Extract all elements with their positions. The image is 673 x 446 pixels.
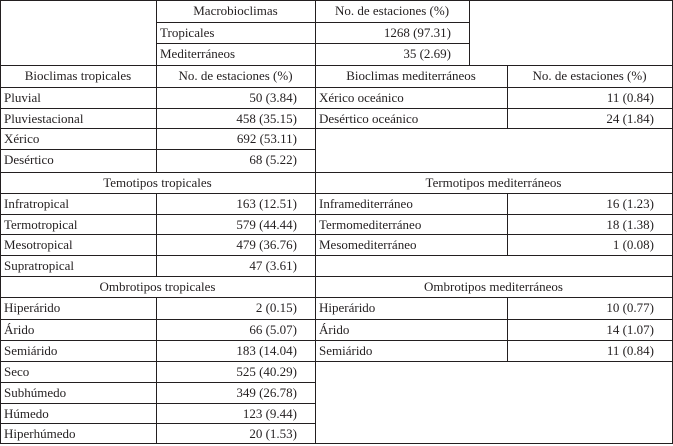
ombrotipos-tropical-row-label: Semiárido xyxy=(4,343,58,358)
termotipos-med-row-label: Termomediterráneo xyxy=(319,216,422,232)
ombrotipos-med-row-label: Semiárido xyxy=(319,343,373,358)
table-rule xyxy=(0,108,316,109)
table-rule xyxy=(0,0,673,1)
termotipos-tropical-row-value: 163 (12.51) xyxy=(236,196,297,211)
bioclimas-tropical-header: Bioclimas tropicales xyxy=(24,68,132,83)
table-rule xyxy=(0,423,316,424)
ombrotipos-tropical-row-value: 123 (9.44) xyxy=(242,406,297,421)
table-rule xyxy=(0,340,316,341)
table-rule xyxy=(0,255,316,256)
ombrotipos-tropical-row-label: Hiperhúmedo xyxy=(4,426,76,441)
bioclimas-tropical-row-label: Pluviestacional xyxy=(4,110,84,126)
bioclimas-tropical-row-label: Pluvial xyxy=(4,90,41,105)
termotipos-tropical-row-value: 47 (3.61) xyxy=(249,258,297,273)
macro-row-label: Mediterráneos xyxy=(160,46,236,61)
ombrotipos-tropical-row-value: 525 (40.29) xyxy=(236,364,297,379)
ombrotipos-tropical-row-value: 66 (5.07) xyxy=(249,321,297,337)
table-rule xyxy=(0,128,316,129)
macro-row-label: Tropicales xyxy=(160,24,215,40)
ombrotipos-tropical-row-value: 20 (1.53) xyxy=(249,426,297,441)
termotipos-med-row-value: 18 (1.38) xyxy=(606,216,654,232)
table-rule xyxy=(0,319,316,320)
ombrotipos-med-row-value: 11 (0.84) xyxy=(606,343,654,358)
bioclimas-tropical-row-value: 692 (53.11) xyxy=(236,131,297,146)
termotipos-med-row-value: 1 (0.08) xyxy=(612,237,654,252)
ombrotipos-tropical-row-value: 183 (14.04) xyxy=(236,343,297,358)
table-rule xyxy=(0,403,316,404)
bioclimas-tropical-row-value: 50 (3.84) xyxy=(249,90,297,105)
bioclimas-tropical-row-label: Desértico xyxy=(4,152,54,167)
bioclimas-tropical-row-label: Xérico xyxy=(4,131,40,146)
macro-header-value: No. de estaciones (%) xyxy=(334,3,450,18)
ombrotipos-med-row-label: Hiperárido xyxy=(319,300,376,315)
termotipos-tropical-row-label: Supratropical xyxy=(4,258,75,273)
termotipos-med-header: Termotipos mediterráneos xyxy=(425,175,562,190)
ombrotipos-tropical-row-label: Seco xyxy=(4,364,30,379)
ombrotipos-tropical-row-value: 2 (0.15) xyxy=(255,300,297,315)
bioclimas-med-row-value: 11 (0.84) xyxy=(606,90,654,105)
table-rule xyxy=(156,43,470,44)
table-rule xyxy=(156,22,470,23)
table-rule xyxy=(315,234,673,235)
macro-row-value: 1268 (97.31) xyxy=(383,24,451,40)
table-rule xyxy=(0,234,316,235)
bioclimas-med-row-label: Xérico oceánico xyxy=(319,90,404,105)
macro-header-label: Macrobioclimas xyxy=(193,3,278,18)
macro-row-value: 35 (2.69) xyxy=(403,46,451,61)
table-rule xyxy=(0,214,316,215)
bioclimas-tropical-row-value: 458 (35.15) xyxy=(236,110,297,126)
termotipos-med-row-value: 16 (1.23) xyxy=(606,196,654,211)
bioclimas-med-col: No. de estaciones (%) xyxy=(532,68,647,83)
table-rule xyxy=(315,128,673,129)
table-rule xyxy=(469,0,470,66)
termotipos-tropical-row-label: Mesotropical xyxy=(4,237,73,252)
ombrotipos-tropical-row-label: Árido xyxy=(4,321,35,337)
ombrotipos-tropical-row-label: Húmedo xyxy=(4,406,49,421)
table-rule xyxy=(0,149,316,150)
termotipos-tropical-row-label: Infratropical xyxy=(4,196,69,211)
table-rule xyxy=(315,361,673,362)
ombrotipos-tropical-row-label: Subhúmedo xyxy=(4,385,67,400)
table-rule xyxy=(315,214,673,215)
table-rule xyxy=(315,340,673,341)
table-rule xyxy=(0,382,316,383)
bioclimas-med-header: Bioclimas mediterráneos xyxy=(346,68,476,83)
table-rule xyxy=(315,0,316,66)
ombrotipos-tropical-row-value: 349 (26.78) xyxy=(236,385,297,400)
ombrotipos-med-row-label: Árido xyxy=(319,321,350,337)
termotipos-med-row-label: Mesomediterráneo xyxy=(319,237,417,252)
ombrotipos-tropical-row-label: Hiperárido xyxy=(4,300,61,315)
table-rule xyxy=(315,319,673,320)
bioclimas-med-row-value: 24 (1.84) xyxy=(606,110,654,126)
table-rule xyxy=(156,0,157,66)
bioclimas-tropical-col: No. de estaciones (%) xyxy=(178,68,293,83)
termotipos-tropical-header: Temotipos tropicales xyxy=(103,175,212,190)
table-rule xyxy=(315,255,673,256)
table-rule xyxy=(315,108,673,109)
bioclimas-med-row-label: Desértico oceánico xyxy=(319,110,419,126)
ombrotipos-med-header: Ombrotipos mediterráneos xyxy=(424,279,563,294)
ombrotipos-tropical-header: Ombrotipos tropicales xyxy=(99,279,216,294)
termotipos-tropical-row-value: 479 (36.76) xyxy=(236,237,297,252)
termotipos-tropical-row-value: 579 (44.44) xyxy=(236,216,297,232)
termotipos-tropical-row-label: Termotropical xyxy=(4,216,78,232)
ombrotipos-med-row-value: 10 (0.77) xyxy=(606,300,654,315)
bioclimas-tropical-row-value: 68 (5.22) xyxy=(249,152,297,167)
table-rule xyxy=(0,361,316,362)
ombrotipos-med-row-value: 14 (1.07) xyxy=(606,321,654,337)
termotipos-med-row-label: Inframediterráneo xyxy=(319,196,413,211)
